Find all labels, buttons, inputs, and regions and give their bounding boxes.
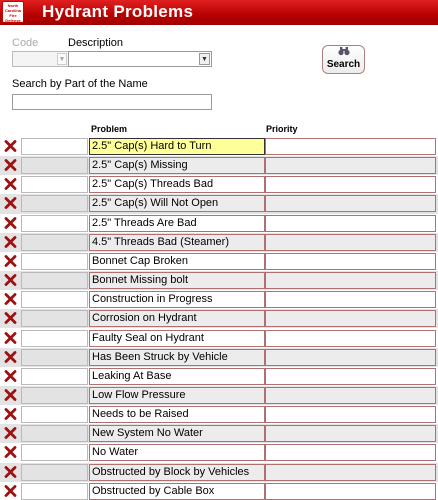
search-input[interactable] <box>12 94 212 110</box>
code-combobox[interactable] <box>12 51 69 67</box>
delete-x-icon[interactable] <box>4 197 18 210</box>
problem-cell[interactable]: Leaking At Base <box>89 368 265 385</box>
table-row[interactable] <box>0 386 438 405</box>
delete-x-icon[interactable] <box>4 485 18 498</box>
problem-cell[interactable]: Faulty Seal on Hydrant <box>89 330 265 347</box>
priority-cell[interactable] <box>265 349 436 366</box>
table-row[interactable] <box>0 252 438 271</box>
record-selector[interactable] <box>21 330 88 347</box>
record-selector[interactable] <box>21 234 88 251</box>
priority-cell[interactable] <box>265 425 436 442</box>
table-row[interactable] <box>0 463 438 482</box>
delete-x-icon[interactable] <box>4 255 18 268</box>
priority-cell[interactable] <box>265 368 436 385</box>
record-selector[interactable] <box>21 483 88 500</box>
delete-x-icon[interactable] <box>4 217 18 230</box>
delete-x-icon[interactable] <box>4 427 18 440</box>
table-row[interactable] <box>0 443 438 462</box>
record-selector[interactable] <box>21 138 88 155</box>
priority-cell[interactable] <box>265 464 436 481</box>
title-bar <box>0 0 438 25</box>
priority-cell[interactable] <box>265 310 436 327</box>
priority-cell[interactable] <box>265 176 436 193</box>
delete-x-icon[interactable] <box>4 178 18 191</box>
problem-cell[interactable]: Obstructed by Block by Vehicles <box>89 464 265 481</box>
record-selector[interactable] <box>21 368 88 385</box>
table-row[interactable] <box>0 175 438 194</box>
delete-x-icon[interactable] <box>4 159 18 172</box>
table-row[interactable] <box>0 405 438 424</box>
record-selector[interactable] <box>21 291 88 308</box>
delete-x-icon[interactable] <box>4 370 18 383</box>
problem-cell[interactable]: Bonnet Missing bolt <box>89 272 265 289</box>
priority-cell[interactable] <box>265 444 436 461</box>
delete-x-icon[interactable] <box>4 140 18 153</box>
priority-cell[interactable] <box>265 138 436 155</box>
problem-cell[interactable]: 2.5" Cap(s) Will Not Open <box>89 195 265 212</box>
delete-x-icon[interactable] <box>4 466 18 479</box>
delete-x-icon[interactable] <box>4 408 18 421</box>
problem-cell[interactable]: 2.5" Cap(s) Missing <box>89 157 265 174</box>
table-row[interactable] <box>0 309 438 328</box>
problem-cell[interactable]: 2.5" Cap(s) Threads Bad <box>89 176 265 193</box>
table-row[interactable] <box>0 214 438 233</box>
table-row[interactable] <box>0 271 438 290</box>
record-selector[interactable] <box>21 195 88 212</box>
column-header-priority: Priority <box>266 124 298 134</box>
delete-x-icon[interactable] <box>4 351 18 364</box>
delete-x-icon[interactable] <box>4 274 18 287</box>
priority-cell[interactable] <box>265 406 436 423</box>
app-logo: North Carolina Fire Defense <box>2 1 24 23</box>
problem-cell[interactable]: 4.5" Threads Bad (Steamer) <box>89 234 265 251</box>
record-selector[interactable] <box>21 272 88 289</box>
search-button-label: Search <box>326 59 361 70</box>
chevron-down-icon[interactable]: ▼ <box>199 53 210 65</box>
delete-x-icon[interactable] <box>4 236 18 249</box>
record-selector[interactable] <box>21 387 88 404</box>
table-row[interactable] <box>0 367 438 386</box>
priority-cell[interactable] <box>265 253 436 270</box>
problem-cell[interactable]: Obstructed by Cable Box <box>89 483 265 500</box>
problem-cell[interactable]: Needs to be Raised <box>89 406 265 423</box>
problem-cell[interactable]: Bonnet Cap Broken <box>89 253 265 270</box>
table-row[interactable] <box>0 290 438 309</box>
problem-cell[interactable]: New System No Water <box>89 425 265 442</box>
priority-cell[interactable] <box>265 195 436 212</box>
description-combobox[interactable] <box>68 51 212 67</box>
table-row[interactable] <box>0 194 438 213</box>
record-selector[interactable] <box>21 406 88 423</box>
problem-cell[interactable]: Corrosion on Hydrant <box>89 310 265 327</box>
table-row[interactable] <box>0 329 438 348</box>
problem-cell[interactable]: Construction in Progress <box>89 291 265 308</box>
delete-x-icon[interactable] <box>4 312 18 325</box>
description-label: Description <box>68 37 124 49</box>
delete-x-icon[interactable] <box>4 446 18 459</box>
table-row[interactable] <box>0 482 438 500</box>
record-selector[interactable] <box>21 425 88 442</box>
problem-cell[interactable]: 2.5" Cap(s) Hard to Turn <box>89 138 265 155</box>
priority-cell[interactable] <box>265 215 436 232</box>
priority-cell[interactable] <box>265 157 436 174</box>
priority-cell[interactable] <box>265 272 436 289</box>
record-selector[interactable] <box>21 444 88 461</box>
priority-cell[interactable] <box>265 291 436 308</box>
record-selector[interactable] <box>21 157 88 174</box>
delete-x-icon[interactable] <box>4 332 18 345</box>
record-selector[interactable] <box>21 310 88 327</box>
problem-cell[interactable]: 2.5" Threads Are Bad <box>89 215 265 232</box>
delete-x-icon[interactable] <box>4 293 18 306</box>
record-selector[interactable] <box>21 349 88 366</box>
record-selector[interactable] <box>21 176 88 193</box>
priority-cell[interactable] <box>265 330 436 347</box>
record-selector[interactable] <box>21 215 88 232</box>
chevron-down-icon[interactable]: ▼ <box>57 53 67 65</box>
problem-cell[interactable]: Has Been Struck by Vehicle <box>89 349 265 366</box>
search-label: Search by Part of the Name <box>12 78 148 90</box>
table-row[interactable] <box>0 233 438 252</box>
priority-cell[interactable] <box>265 483 436 500</box>
binoculars-icon <box>323 46 364 59</box>
record-selector[interactable] <box>21 253 88 270</box>
priority-cell[interactable] <box>265 387 436 404</box>
window-title: Hydrant Problems <box>42 2 194 21</box>
table-row[interactable] <box>0 424 438 443</box>
table-row[interactable] <box>0 156 438 175</box>
column-header-problem: Problem <box>91 124 128 134</box>
priority-cell[interactable] <box>265 234 436 251</box>
code-label: Code <box>12 37 39 49</box>
delete-x-icon[interactable] <box>4 389 18 402</box>
problem-cell[interactable]: Low Flow Pressure <box>89 387 265 404</box>
record-selector[interactable] <box>21 464 88 481</box>
problem-cell[interactable]: No Water <box>89 444 265 461</box>
table-row[interactable] <box>0 137 438 156</box>
table-row[interactable] <box>0 348 438 367</box>
search-button[interactable] <box>322 45 365 74</box>
